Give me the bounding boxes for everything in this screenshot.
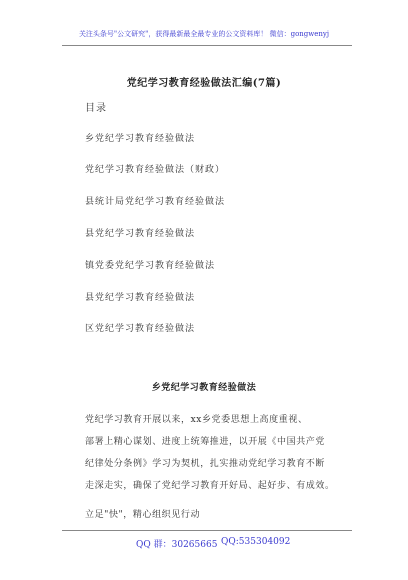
paragraph-line: 纪律处分条例》学习为契机，扎实推动党纪学习教育不断 (85, 459, 326, 469)
toc-item: 县党纪学习教育经验做法 (85, 293, 196, 303)
footer-qq-number: QQ:535304092 (221, 537, 291, 547)
paragraph-line: 党纪学习教育开展以来，xx乡党委思想上高度重视、 (85, 415, 308, 425)
section-title: 乡党纪学习教育经验做法 (151, 383, 257, 393)
toc-item: 党纪学习教育经验做法（财政） (85, 165, 226, 175)
header-divider (62, 45, 352, 46)
paragraph-line: 走深走实，确保了党纪学习教育开好局、起好步、有成效。 (85, 481, 335, 491)
toc-heading: 目录 (85, 103, 107, 114)
toc-item: 县统计局党纪学习教育经验做法 (85, 197, 226, 207)
document-title: 党纪学习教育经验做法汇编(7篇) (126, 78, 282, 89)
toc-item: 县党纪学习教育经验做法 (85, 229, 196, 239)
body-paragraph (85, 409, 353, 497)
paragraph-line: 部署上精心谋划、进度上统筹推进，以开展《中国共产党 (85, 437, 326, 447)
toc-item: 镇党委党纪学习教育经验做法 (85, 261, 216, 271)
toc-item: 乡党纪学习教育经验做法 (85, 134, 196, 144)
header-note: 关注头条号"公文研究"，获得最新最全最专业的公文资料库！ 微信：gongwenyj (78, 30, 330, 38)
subheading: 立足"快"，精心组织见行动 (85, 510, 201, 520)
footer-qq-group: QQ 群：30265665 (136, 540, 218, 550)
toc-item: 区党纪学习教育经验做法 (85, 324, 196, 334)
footer-divider (62, 530, 352, 531)
